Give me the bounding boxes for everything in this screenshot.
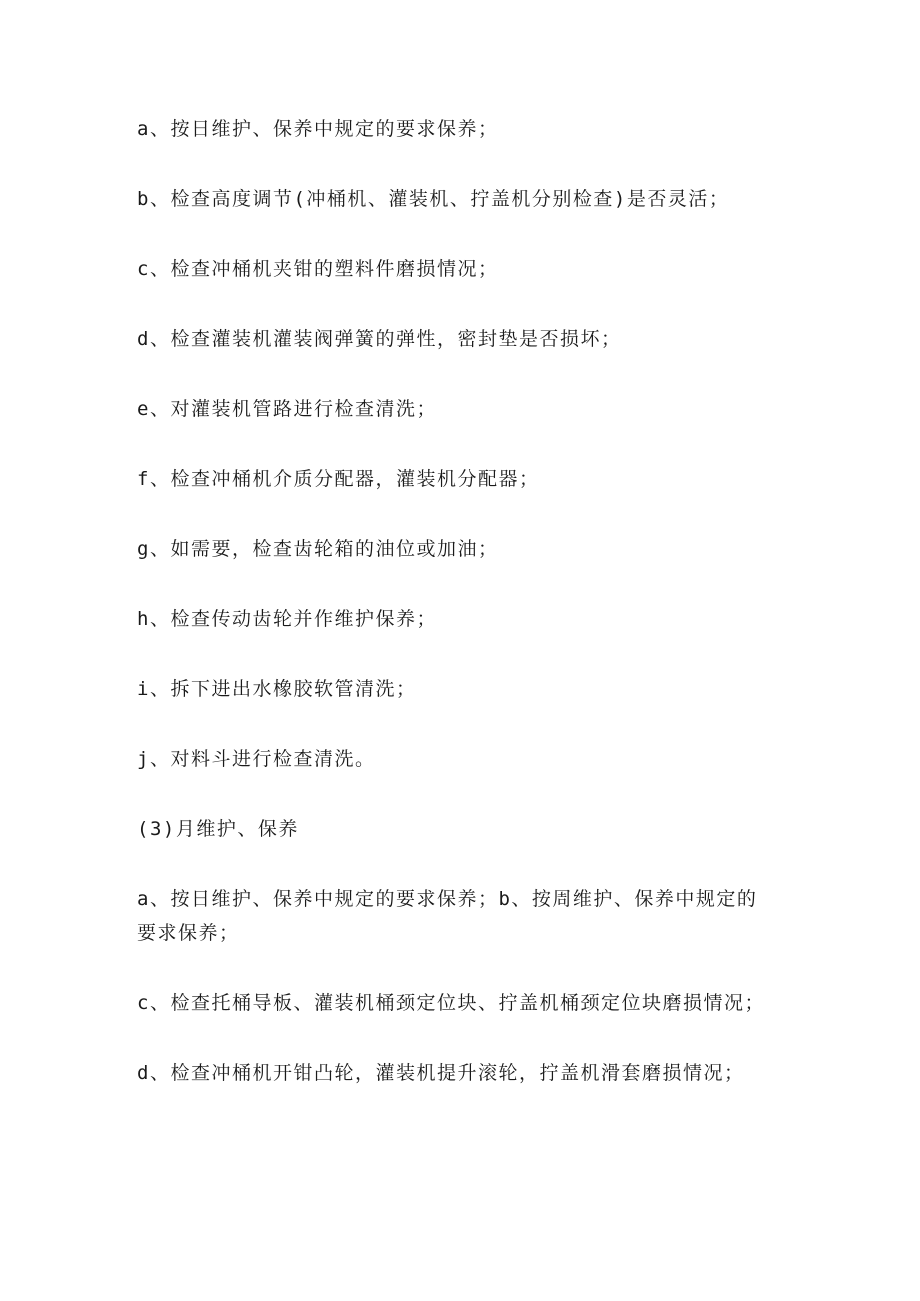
- paragraph-weekly-b: b、检查高度调节(冲桶机、灌装机、拧盖机分别检查)是否灵活；: [137, 188, 730, 210]
- paragraph-weekly-j: j、对料斗进行检查清洗。: [137, 748, 376, 770]
- paragraph-monthly-ab: a、按日维护、保养中规定的要求保养；b、按周维护、保养中规定的要求保养；: [137, 888, 758, 944]
- paragraph-monthly-c: c、检查托桶导板、灌装机桶颈定位块、拧盖机桶颈定位块磨损情况；: [137, 992, 765, 1014]
- document-body: [137, 112, 777, 1126]
- paragraph-weekly-g: g、如需要，检查齿轮箱的油位或加油；: [137, 538, 499, 560]
- paragraph-weekly-e: e、对灌装机管路进行检查清洗；: [137, 398, 437, 420]
- paragraph-weekly-a: a、按日维护、保养中规定的要求保养；: [137, 118, 499, 140]
- paragraph-weekly-d: d、检查灌装机灌装阀弹簧的弹性，密封垫是否损坏；: [137, 328, 622, 350]
- paragraph-monthly-d: d、检查冲桶机开钳凸轮，灌装机提升滚轮，拧盖机滑套磨损情况；: [137, 1062, 745, 1084]
- paragraph-weekly-c: c、检查冲桶机夹钳的塑料件磨损情况；: [137, 258, 499, 280]
- section-heading-monthly: (3)月维护、保养: [137, 818, 299, 840]
- paragraph-weekly-f: f、检查冲桶机介质分配器，灌装机分配器；: [137, 468, 540, 490]
- paragraph-weekly-i: i、拆下进出水橡胶软管清洗；: [137, 678, 417, 700]
- paragraph-weekly-h: h、检查传动齿轮并作维护保养；: [137, 608, 437, 630]
